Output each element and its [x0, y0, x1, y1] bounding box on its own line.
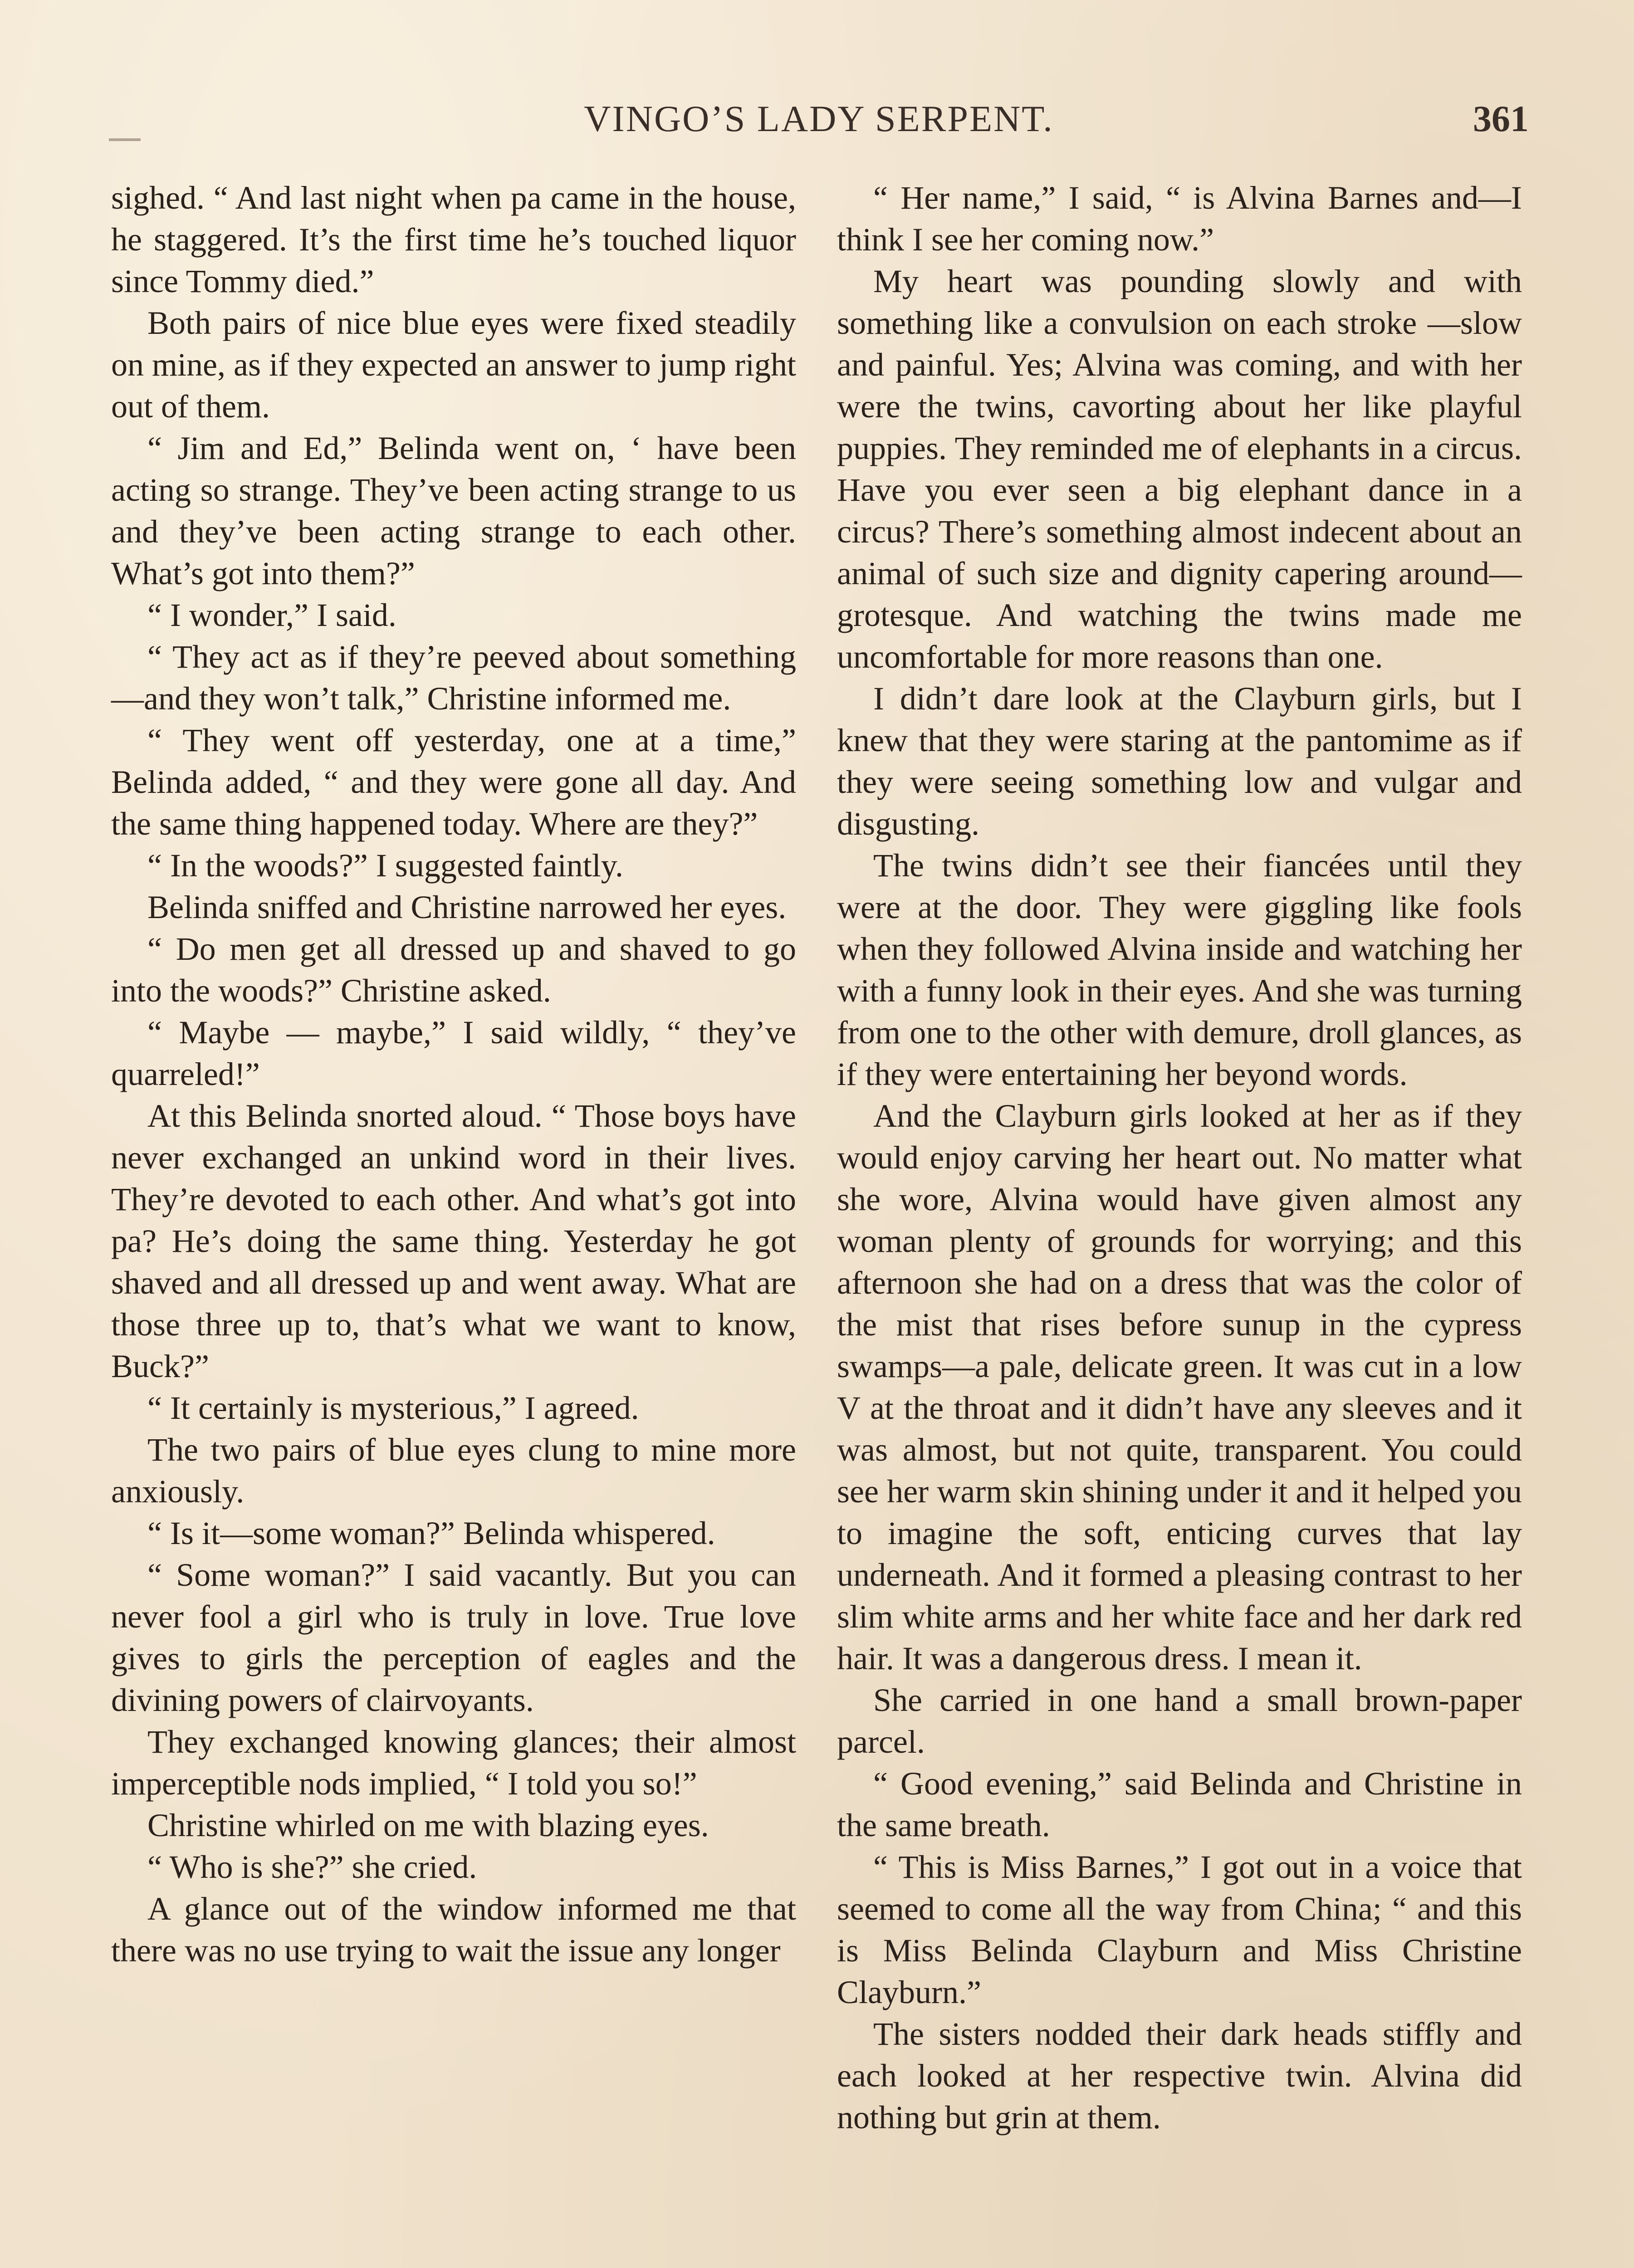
- paragraph: sighed. “ And last night when pa came in the house, he staggered. It’s the first time he’s touched liquor since Tommy died.”: [111, 180, 796, 299]
- page-title: VINGO’S LADY SERPENT.: [584, 98, 1054, 139]
- paragraph: “ Jim and Ed,” Belinda went on, ‘ have been acting so strange. They’ve been acting strange to us and they’ve been acting strange to each other. What’s got into them?”: [111, 430, 796, 591]
- running-header: [109, 98, 1529, 147]
- paragraph: She carried in one hand a small brown-paper parcel.: [837, 1682, 1522, 1760]
- paragraph: “ Some woman?” I said vacantly. But you can never fool a girl who is truly in love. True love gives to girls the perception of eagles and the divining powers of clairvoyants.: [111, 1557, 796, 1718]
- paragraph: And the Clayburn girls looked at her as if they would enjoy carving her heart out. No matter what she wore, Alvina would have given almost any woman plenty of grounds for worrying; and this afternoon she had on a dress that was the color of the mist that rises before sunup in the cypress swamps—a pale, delicate green. It was cut in a low V at the throat and it didn’t have any sleeves and it was almost, but not quite, transparent. You could see her warm skin shining under it and it helped you to imagine the soft, enticing curves that lay underneath. And it formed a pleasing contrast to her slim white arms and her white face and her dark red hair. It was a dangerous dress. I mean it.: [837, 1098, 1522, 1677]
- paragraph: The sisters nodded their dark heads stiffly and each looked at her respective twin. Alvina did nothing but grin at them.: [837, 2016, 1522, 2136]
- paragraph: My heart was pounding slowly and with something like a convulsion on each stroke —slow and painful. Yes; Alvina was coming, and with her were the twins, cavorting about her like playful puppies. They reminded me of elephants in a circus. Have you ever seen a big elephant dance in a circus? There’s something almost indecent about an animal of such size and dignity capering around—grotesque. And watching the twins made me uncomfortable for more reasons than one.: [837, 263, 1522, 675]
- paragraph: A glance out of the window informed me that there was no use trying to wait the issue any longer: [111, 1891, 796, 1969]
- paragraph: “ Maybe — maybe,” I said wildly, “ they’ve quarreled!”: [111, 1014, 796, 1092]
- paragraph: I didn’t dare look at the Clayburn girls, but I knew that they were staring at the pantomime as if they were seeing something low and vulgar and disgusting.: [837, 680, 1522, 842]
- paragraph: “ Who is she?” she cried.: [147, 1849, 477, 1885]
- paragraph: “ This is Miss Barnes,” I got out in a voice that seemed to come all the way from China; “ and this is Miss Belinda Clayburn and Miss Christine Clayburn.”: [837, 1849, 1522, 2010]
- left-column: [111, 177, 796, 2268]
- paragraph: The twins didn’t see their fiancées until they were at the door. They were giggling like fools when they followed Alvina inside and watching her with a funny look in their eyes. And she was turning from one to the other with demure, droll glances, as if they were entertaining her beyond words.: [837, 847, 1522, 1092]
- paragraph: Christine whirled on me with blazing eyes.: [147, 1807, 709, 1843]
- paragraph: “ In the woods?” I suggested faintly.: [147, 847, 624, 884]
- paragraph: “ Her name,” I said, “ is Alvina Barnes and—I think I see her coming now.”: [837, 180, 1522, 258]
- right-column: [837, 177, 1522, 2268]
- paragraph: Belinda sniffed and Christine narrowed her eyes.: [147, 889, 787, 925]
- paragraph: “ Is it—some woman?” Belinda whispered.: [147, 1515, 715, 1551]
- paragraph: “ They went off yesterday, one at a time,” Belinda added, “ and they were gone all day. And the same thing happened today. Where are they?”: [111, 722, 796, 842]
- paragraph: At this Belinda snorted aloud. “ Those boys have never exchanged an unkind word in their lives. They’re devoted to each other. And what’s got into pa? He’s doing the same thing. Yesterday he got shaved and all dressed up and went away. What are those three up to, that’s what we want to know, Buck?”: [111, 1098, 796, 1384]
- paragraph: “ Good evening,” said Belinda and Christine in the same breath.: [837, 1765, 1522, 1843]
- page-number: 361: [1473, 98, 1529, 139]
- paragraph: The two pairs of blue eyes clung to mine more anxiously.: [111, 1432, 796, 1510]
- paragraph: “ I wonder,” I said.: [147, 597, 396, 633]
- paragraph: “ It certainly is mysterious,” I agreed.: [147, 1390, 639, 1426]
- paragraph: “ Do men get all dressed up and shaved to go into the woods?” Christine asked.: [111, 931, 796, 1009]
- paragraph: “ They act as if they’re peeved about something—and they won’t talk,” Christine informed me.: [111, 639, 796, 717]
- paragraph: They exchanged knowing glances; their almost imperceptible nods implied, “ I told you so!”: [111, 1724, 796, 1802]
- paragraph: Both pairs of nice blue eyes were fixed steadily on mine, as if they expected an answer to jump right out of them.: [111, 305, 796, 425]
